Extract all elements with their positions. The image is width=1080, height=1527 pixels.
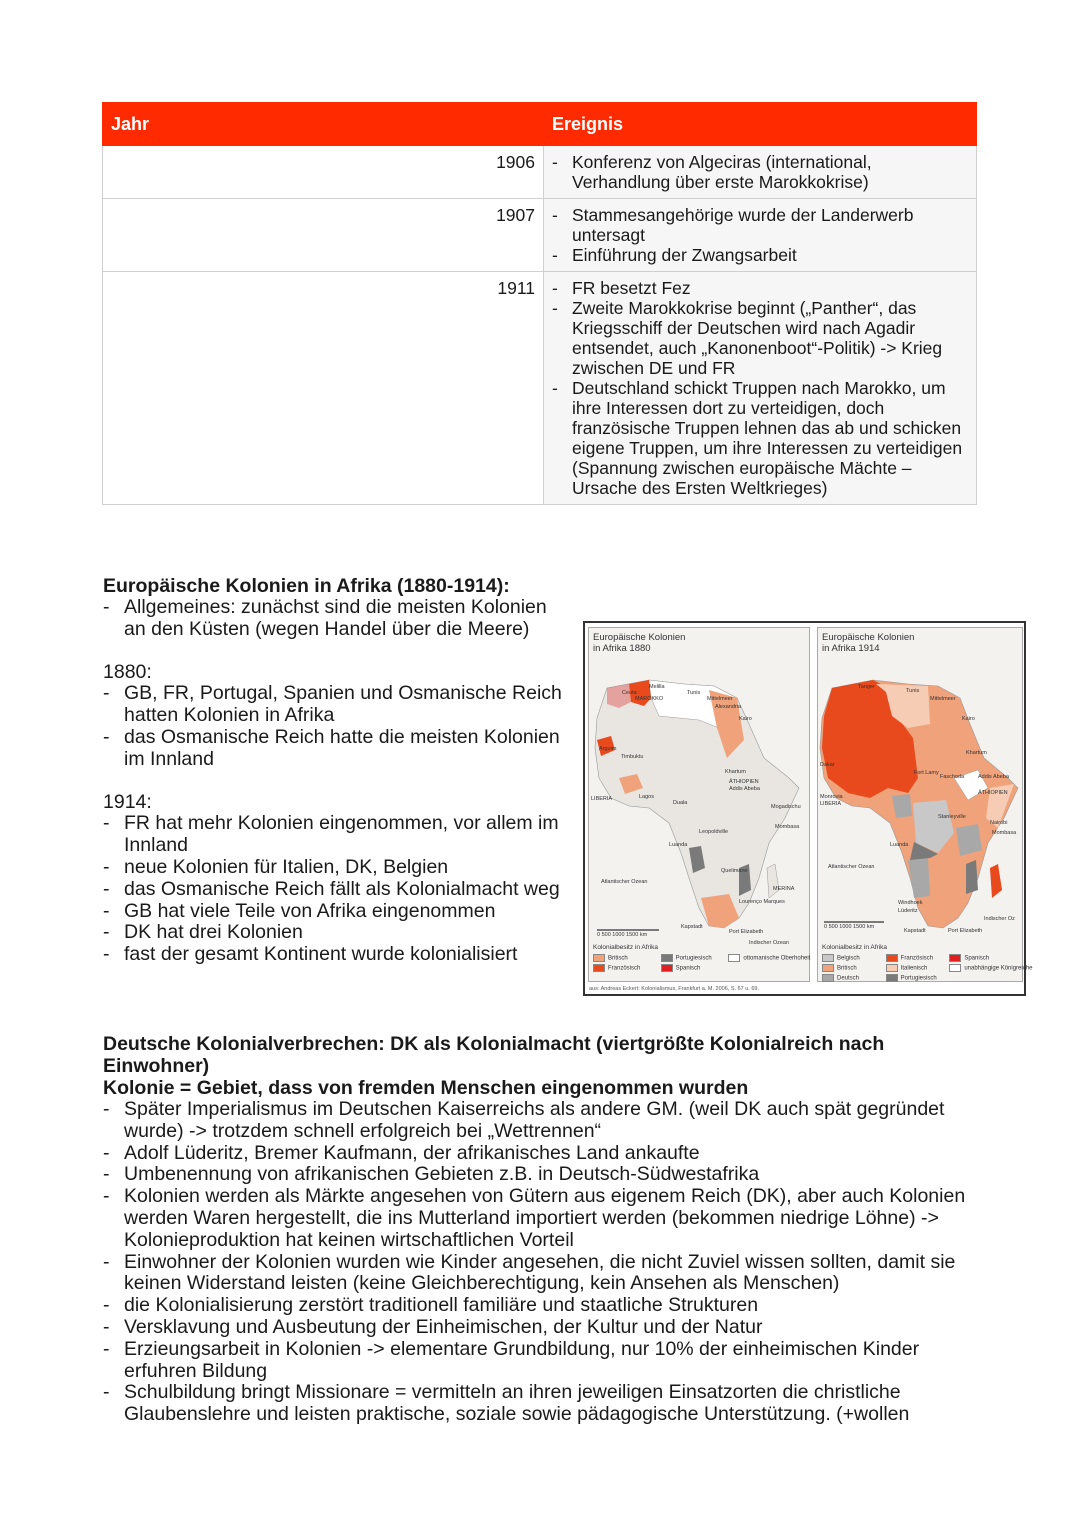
- map-1880-title: Europäische Kolonien in Afrika 1880: [593, 632, 686, 654]
- event-item: - Deutschland schickt Truppen nach Marokko, um ihre Interessen dort zu verteidigen, doch französische Truppen lehnen das ab und schicken eigene Truppen, um ihre Interessen zu verteidigen (Spannung zwischen europäische Mächte – Ursache des Ersten Weltkrieges): [550, 378, 970, 498]
- label-arguim: Arguim: [599, 746, 617, 752]
- label-atlantik: Atlantischer Ozean: [828, 864, 875, 870]
- label-mittelmeer: Mittelmeer: [707, 696, 733, 702]
- table-header-row: [103, 103, 977, 146]
- label-luderitz: Lüderitz: [898, 908, 918, 914]
- event-cell: [544, 146, 977, 199]
- label-melilla: Melilla: [649, 684, 665, 690]
- legend-item: Spanisch: [949, 954, 1011, 962]
- legend-item: Belgisch: [822, 954, 884, 962]
- label-merina: MERINA: [773, 886, 795, 892]
- legend-swatch-british: [593, 954, 605, 962]
- map-1880: [588, 627, 810, 982]
- list-item: - Umbenennung von afrikanischen Gebieten z.B. in Deutsch-Südwestafrika: [103, 1164, 983, 1186]
- event-item: - Zweite Marokkokrise beginnt („Panther“, das Kriegsschiff der Deutschen wird nach Agadir entsendet, auch „Kanonenboot“-Politik) -> Krieg zwischen DE und FR: [550, 298, 970, 378]
- label-indischer: Indischer Ozean: [749, 940, 790, 946]
- legend-item: Spanisch: [661, 964, 727, 972]
- label-kairo: Kairo: [962, 716, 975, 722]
- legend-swatch-spanish: [949, 954, 961, 962]
- africa-maps-figure: [583, 621, 1033, 996]
- label-indischer: Indischer Oz: [984, 916, 1015, 922]
- legend-item: Italienisch: [886, 964, 948, 972]
- list-item: - fast der gesamt Kontinent wurde kolonialisiert: [103, 944, 573, 966]
- colonies-section: [103, 575, 573, 966]
- legend-swatch-spanish: [661, 964, 673, 972]
- event-item: - Stammesangehörige wurde der Landerwerb untersagt: [550, 205, 970, 245]
- crimes-heading: Deutsche Kolonialverbrechen: DK als Kolonialmacht (viertgrößte Kolonialreich nach Einwohner): [103, 1033, 885, 1077]
- label-kapstadt: Kapstadt: [681, 924, 703, 930]
- map-1914-title: Europäische Kolonien in Afrika 1914: [822, 632, 915, 654]
- label-leopoldville: Leopoldville: [699, 829, 729, 835]
- label-quelimane: Quelimane: [721, 868, 748, 874]
- label-athiopien: ÄTHIOPIEN: [729, 779, 759, 785]
- legend-item: Britisch: [822, 964, 884, 972]
- label-mombasa: Mombasa: [992, 830, 1017, 836]
- label-duala: Duala: [673, 800, 688, 806]
- legend-swatch-independent: [949, 964, 961, 972]
- list-item: - Versklavung und Ausbeutung der Einheimischen, der Kultur und der Natur: [103, 1317, 983, 1339]
- label-timbuktu: Timbuktu: [621, 754, 644, 760]
- legend-item: unabhängige Königreiche: [949, 964, 1011, 972]
- crimes-list: [103, 1099, 983, 1426]
- list-item: - FR hat mehr Kolonien eingenommen, vor allem im Innland: [103, 813, 573, 857]
- label-ceuta: Ceuta: [622, 690, 637, 696]
- legend-swatch-italian: [886, 964, 898, 972]
- list-1914: [103, 813, 573, 966]
- label-athiopien: ÄTHIOPIEN: [978, 790, 1008, 796]
- event-item: - Konferenz von Algeciras (international, Verhandlung über erste Marokkokrise): [550, 152, 970, 192]
- list-item: - Adolf Lüderitz, Bremer Kaufmann, der afrikanisches Land ankaufte: [103, 1143, 983, 1165]
- region-portuguese-mozambique: [966, 860, 978, 894]
- header-year: Jahr: [103, 103, 544, 146]
- region-madagascar: [990, 864, 1002, 898]
- year-cell: 1911: [103, 272, 544, 505]
- label-stanleyville: Stanleyville: [938, 814, 966, 820]
- label-addis: Addis Abeba: [729, 786, 760, 792]
- legend-swatch-belgian: [822, 954, 834, 962]
- label-luanda: Luanda: [890, 842, 909, 848]
- general-item: - Allgemeines: zunächst sind die meisten Kolonien an den Küsten (wegen Handel über die Meere): [103, 597, 573, 641]
- legend-swatch-french: [593, 964, 605, 972]
- year-1914-label: 1914:: [103, 790, 152, 813]
- legend-swatch-german: [822, 974, 834, 982]
- scale-bar: 0 500 1000 1500 km: [597, 932, 648, 938]
- label-lagos: Lagos: [639, 794, 654, 800]
- list-item: - Schulbildung bringt Missionare = vermitteln an ihren jeweiligen Einsatzorten die christliche Glaubenslehre und leisten praktische, soziale sowie pädagogische Unterstützung. (+wollen: [103, 1382, 983, 1426]
- year-1880-label: 1880:: [103, 660, 152, 683]
- label-tunis: Tunis: [687, 690, 701, 696]
- legend-item: Portugiesisch: [661, 954, 727, 962]
- list-item: - GB, FR, Portugal, Spanien und Osmanische Reich hatten Kolonien in Afrika: [103, 683, 573, 727]
- timeline-table: [102, 102, 977, 505]
- event-cell: [544, 199, 977, 272]
- label-tunis: Tunis: [906, 688, 920, 694]
- label-port-elizabeth: Port Elizabeth: [729, 929, 764, 935]
- legend-item: Französisch: [593, 964, 659, 972]
- list-item: - DK hat drei Kolonien: [103, 922, 573, 944]
- legend-item: Britisch: [593, 954, 659, 962]
- figure-caption: aus: Andreas Eckert: Kolonialismus, Frankfurt a. M. 2006, S. 67 u. 69.: [589, 986, 759, 992]
- header-event: Ereignis: [544, 103, 977, 146]
- legend-item: Portugiesisch: [886, 974, 948, 982]
- legend-1914: Kolonialbesitz in Afrika Belgisch Französisch Spanisch Britisch Italienisch unabhängige Königreiche Deutsch Portugiesisch: [822, 944, 1033, 982]
- table-row: [103, 199, 977, 272]
- list-item: - GB hat viele Teile von Afrika eingenommen: [103, 901, 573, 923]
- legend-item: ottomanische Oberhoheit: [728, 954, 794, 962]
- label-port-elizabeth: Port Elizabeth: [948, 928, 983, 934]
- region-german-south-west: [908, 858, 930, 898]
- table-row: [103, 272, 977, 505]
- crimes-section: [103, 1033, 983, 1426]
- colony-definition: Kolonie = Gebiet, dass von fremden Menschen eingenommen wurden: [103, 1077, 749, 1099]
- label-kairo: Kairo: [739, 716, 752, 722]
- label-tanger: Tanger: [858, 684, 875, 690]
- label-mombasa: Mombasa: [775, 824, 800, 830]
- label-mogadischu: Mogadischu: [771, 804, 801, 810]
- event-cell: [544, 272, 977, 505]
- label-monrovia: Monrovia: [820, 794, 843, 800]
- label-khartum: Khartum: [725, 769, 746, 775]
- list-item: - die Kolonialisierung zerstört traditionell familiäre und staatliche Strukturen: [103, 1295, 983, 1317]
- list-item: - Kolonien werden als Märkte angesehen von Gütern aus eigenem Reich (DK), aber auch Kolonien werden Waren hergestellt, die ins Mutterland importiert werden (bekommen niedrige Löhne) -> Kolonieproduktion hat keinen wirtschaftlichen Vorteil: [103, 1186, 983, 1251]
- label-addis: Addis Abeba: [978, 774, 1009, 780]
- legend-swatch-french: [886, 954, 898, 962]
- label-faschoda: Faschoda: [940, 774, 965, 780]
- label-khartum: Khartum: [966, 750, 987, 756]
- label-lourenco: Lourenço Marques: [739, 899, 785, 905]
- label-alexandria: Alexandria: [715, 704, 741, 710]
- table-row: [103, 146, 977, 199]
- list-item: - das Osmanische Reich hatte die meisten Kolonien im Innland: [103, 727, 573, 771]
- map-1880-svg: [589, 628, 811, 983]
- label-liberia: LIBERIA: [591, 796, 613, 802]
- list-item: - Später Imperialismus im Deutschen Kaiserreichs als andere GM. (weil DK auch spät gegründet wurde) -> trotzdem schnell erfolgreich bei „Wettrennen“: [103, 1099, 983, 1143]
- year-cell: 1906: [103, 146, 544, 199]
- general-list: [103, 597, 573, 641]
- label-windhoek: Windhoek: [898, 900, 923, 906]
- event-item: - FR besetzt Fez: [550, 278, 970, 298]
- legend-item: Deutsch: [822, 974, 884, 982]
- label-kapstadt: Kapstadt: [904, 928, 926, 934]
- label-marokko: MAROKKO: [635, 696, 664, 702]
- list-item: - neue Kolonien für Italien, DK, Belgien: [103, 857, 573, 879]
- label-dakar: Dakar: [820, 762, 835, 768]
- label-fort-lamy: Fort Lamy: [914, 770, 939, 776]
- legend-swatch-ottoman: [728, 954, 740, 962]
- legend-swatch-portuguese: [886, 974, 898, 982]
- label-liberia: LIBERIA: [820, 801, 842, 807]
- map-1914: [817, 627, 1033, 982]
- label-nairobi: Nairobi: [990, 820, 1008, 826]
- list-1880: [103, 683, 573, 770]
- scale-bar: 0 500 1000 1500 km: [824, 924, 875, 930]
- legend-swatch-british: [822, 964, 834, 972]
- legend-1880: Kolonialbesitz in Afrika Britisch Portugiesisch ottomanische Oberhoheit Französisch Spanisch: [593, 944, 811, 972]
- list-item: - das Osmanische Reich fällt als Kolonialmacht weg: [103, 879, 573, 901]
- year-cell: 1907: [103, 199, 544, 272]
- map-1914-svg: [818, 628, 1033, 983]
- label-luanda: Luanda: [669, 842, 688, 848]
- label-atlantik: Atlantischer Ozean: [601, 879, 648, 885]
- legend-swatch-portuguese: [661, 954, 673, 962]
- legend-item: Französisch: [886, 954, 948, 962]
- event-item: - Einführung der Zwangsarbeit: [550, 245, 970, 265]
- colonies-heading: Europäische Kolonien in Afrika (1880-1914):: [103, 575, 510, 597]
- label-mittelmeer: Mittelmeer: [930, 696, 956, 702]
- list-item: - Erzieungsarbeit in Kolonien -> elementare Grundbildung, nur 10% der einheimischen Kinder erfuhren Bildung: [103, 1339, 983, 1383]
- region-madagascar: [767, 864, 779, 898]
- list-item: - Einwohner der Kolonien wurden wie Kinder angesehen, die nicht Zuviel wissen sollten, damit sie keinen Widerstand leisten (keine Gleichberechtigung, kein Ansehen als Menschen): [103, 1252, 983, 1296]
